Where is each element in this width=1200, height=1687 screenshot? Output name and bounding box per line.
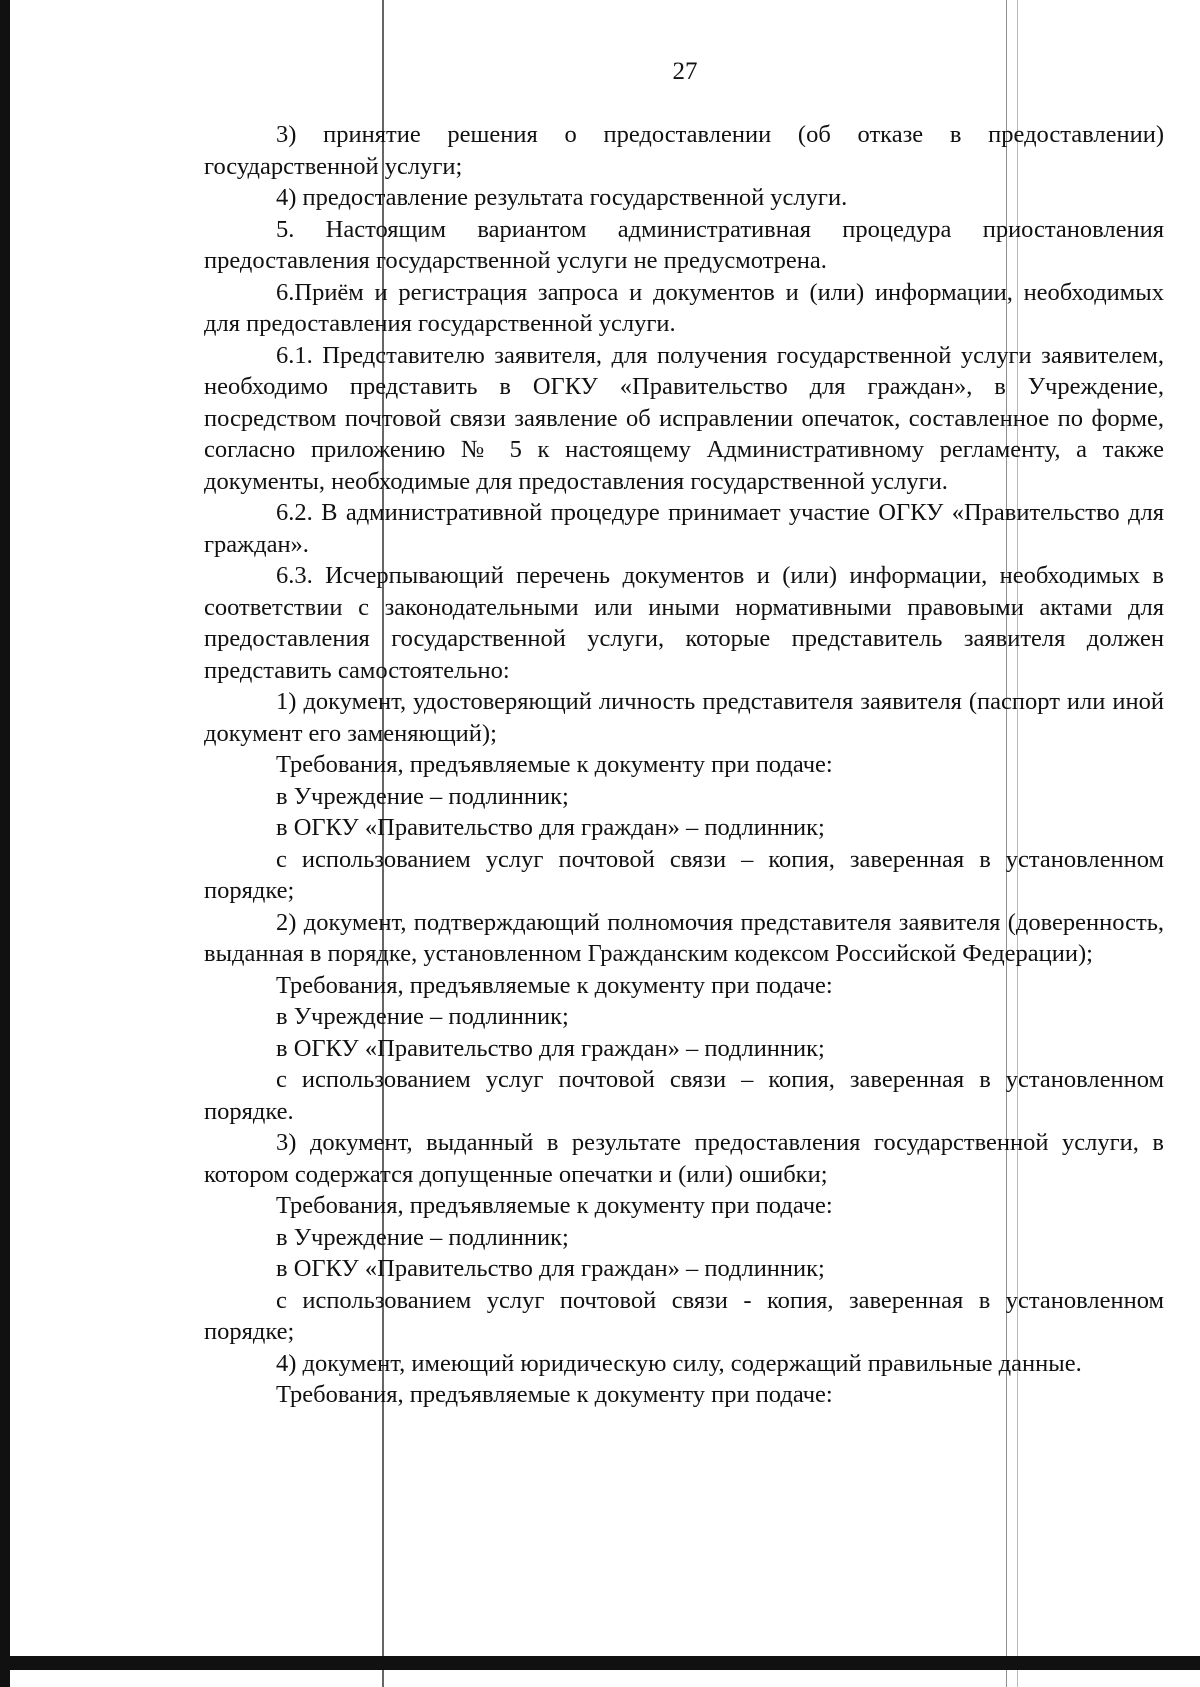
- paragraph: Требования, предъявляемые к документу при подаче:: [276, 1192, 833, 1219]
- paragraph: 6.1. Представителю заявителя, для получения государственной услуги заявителем, необходимо представить в ОГКУ «Правительство для граждан», в Учреждение, посредством почтовой связи заявление об исправлении опечаток, составленное по форме, согласно приложению № 5 к настоящему Административному регламенту, а также документы, необходимые для предоставления государственной услуги.: [204, 341, 1164, 495]
- paragraph: в Учреждение – подлинник;: [276, 1223, 569, 1251]
- paragraph: Требования, предъявляемые к документу при подаче:: [276, 751, 833, 778]
- paragraph: 6.2. В административной процедуре принимает участие ОГКУ «Правительство для граждан».: [204, 499, 1164, 558]
- paragraph: 3) принятие решения о предоставлении (об отказе в предоставлении) государственной услуги;: [204, 121, 1164, 180]
- scan-border-left: [0, 0, 10, 1687]
- paragraph: 6.Приём и регистрация запроса и документов и (или) информации, необходимых для предоставления государственной услуги.: [204, 278, 1164, 337]
- paragraph: 6.3. Исчерпывающий перечень документов и (или) информации, необходимых в соответствии с законодательными или иными нормативными правовыми актами для предоставления государственной услуги, которые представитель заявителя должен представить самостоятельно:: [204, 562, 1164, 684]
- paragraph: 1) документ, удостоверяющий личность представителя заявителя (паспорт или иной документ его заменяющий);: [204, 688, 1164, 747]
- paragraph: 4) документ, имеющий юридическую силу, содержащий правильные данные.: [276, 1349, 1082, 1377]
- paragraph: 2) документ, подтверждающий полномочия представителя заявителя (доверенность, выданная в порядке, установленном Гражданским кодексом Российской Федерации);: [204, 908, 1164, 967]
- paragraph: в ОГКУ «Правительство для граждан» – подлинник;: [276, 1255, 825, 1282]
- paragraph: Требования, предъявляемые к документу при подаче:: [276, 971, 833, 999]
- paragraph: в ОГКУ «Правительство для граждан» – подлинник;: [276, 814, 825, 841]
- paragraph: Требования, предъявляемые к документу при подаче:: [276, 1381, 833, 1408]
- document-body: [204, 119, 1164, 1411]
- paragraph: с использованием услуг почтовой связи - копия, заверенная в установленном порядке;: [204, 1286, 1164, 1345]
- paragraph: в Учреждение – подлинник;: [276, 1003, 569, 1030]
- paragraph: в Учреждение – подлинник;: [276, 782, 569, 810]
- paragraph: с использованием услуг почтовой связи – копия, заверенная в установленном порядке;: [204, 845, 1164, 904]
- paragraph: с использованием услуг почтовой связи – копия, заверенная в установленном порядке.: [204, 1066, 1164, 1125]
- paragraph: 5. Настоящим вариантом административная процедура приостановления предоставления государственной услуги не предусмотрена.: [204, 215, 1164, 274]
- paragraph: в ОГКУ «Правительство для граждан» – подлинник;: [276, 1034, 825, 1062]
- paragraph: 4) предоставление результата государственной услуги.: [276, 184, 848, 211]
- paragraph: 3) документ, выданный в результате предоставления государственной услуги, в котором содержатся допущенные опечатки и (или) ошибки;: [204, 1129, 1164, 1188]
- scan-border-bottom: [0, 1656, 1200, 1670]
- page-number: 27: [672, 58, 698, 85]
